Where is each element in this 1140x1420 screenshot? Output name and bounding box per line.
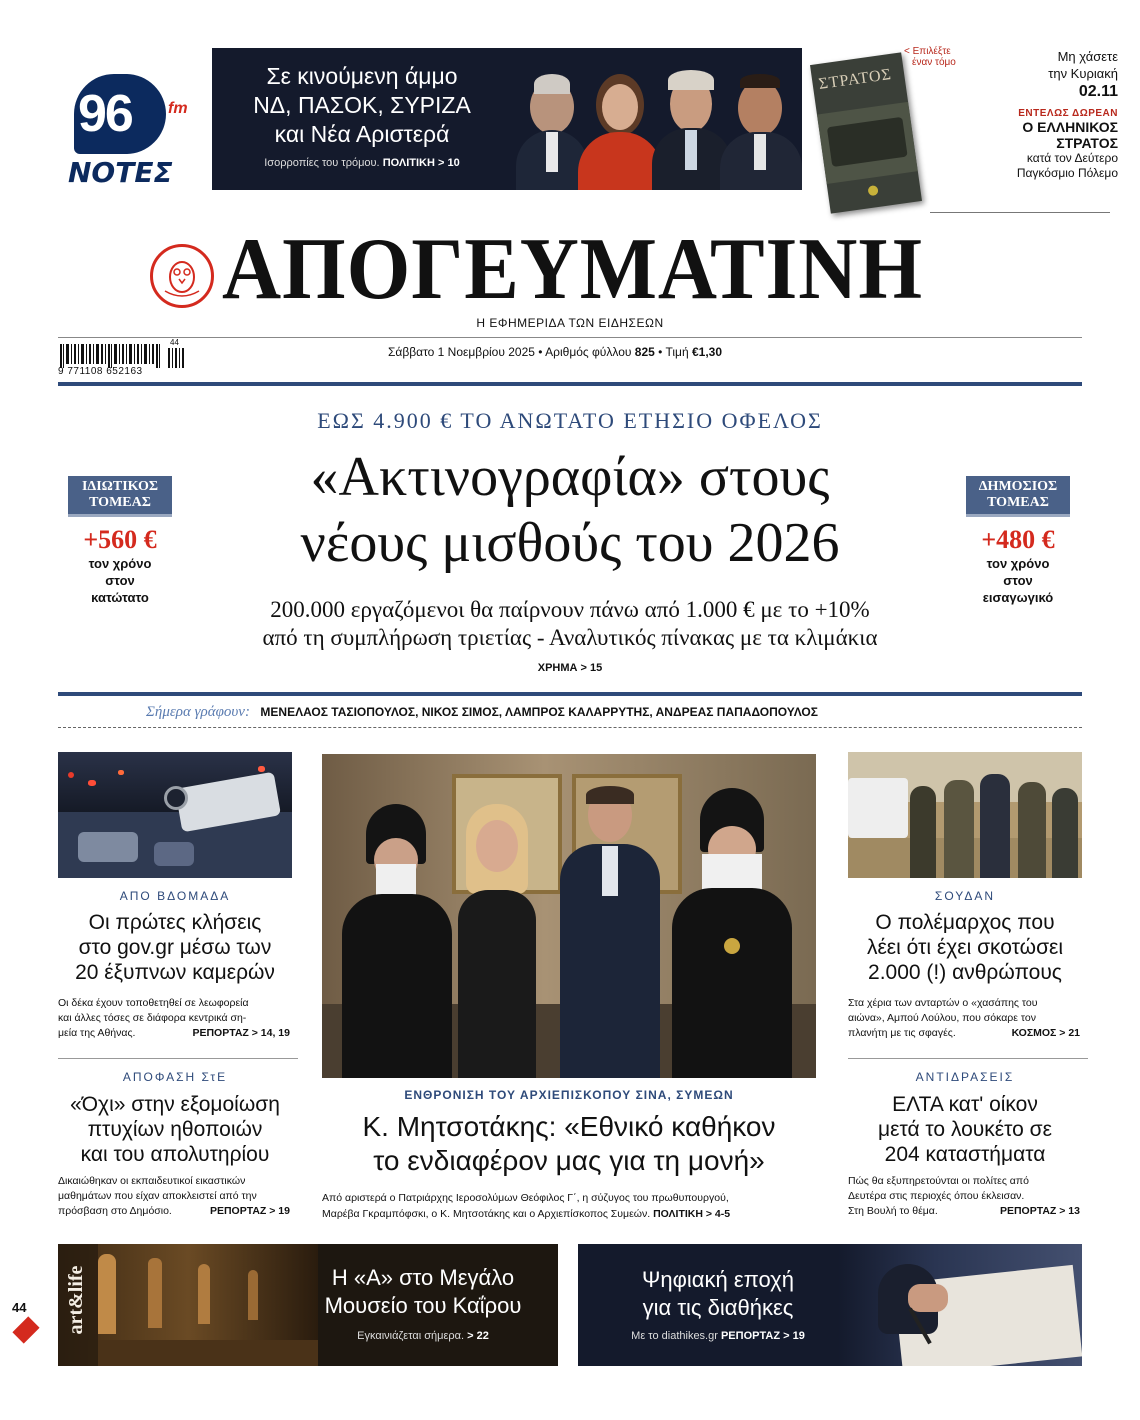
- left2-body-2: μαθημάτων που είχαν αποκλειστεί από την: [58, 1190, 257, 1202]
- book-free: ΕΝΤΕΛΩΣ ΔΩΡΕΑΝ: [1018, 108, 1118, 119]
- book-title-2: ΣΤΡΑΤΟΣ: [1056, 135, 1118, 151]
- lead-kicker: ΕΩΣ 4.900 € ΤΟ ΑΝΩΤΑΤΟ ΕΤΗΣΙΟ ΟΦΕΛΟΣ: [317, 408, 823, 433]
- politician-photo-2: [574, 70, 664, 190]
- barcode-addon: 44: [170, 338, 179, 347]
- left1-headline[interactable]: [58, 910, 292, 985]
- digital-wills-promo[interactable]: [578, 1244, 1082, 1366]
- radio-unit: fm: [168, 100, 188, 117]
- private-sector-l3: κατώτατο: [91, 590, 149, 605]
- price-label: • Τιμή: [658, 345, 689, 359]
- digital-wills-headline-2: για τις διαθήκες: [642, 1295, 794, 1320]
- banner-line3: και Νέα Αριστερά: [274, 121, 450, 147]
- top-divider: [930, 212, 1110, 213]
- center-caption: [322, 1190, 822, 1222]
- center-headline-1: Κ. Μητσοτάκης: «Εθνικό καθήκον: [362, 1111, 776, 1142]
- art-life-promo[interactable]: [58, 1244, 558, 1366]
- masthead-emblem: [150, 244, 214, 308]
- left1-headline-2: στο gov.gr μέσω των: [78, 936, 272, 959]
- private-sector-label-1: ΙΔΙΩΤΙΚΟΣ: [81, 479, 158, 494]
- banner-ref[interactable]: ΠΟΛΙΤΙΚΗ > 10: [382, 157, 460, 169]
- left2-headline[interactable]: [58, 1092, 292, 1167]
- public-sector-label-1: ΔΗΜΟΣΙΟΣ: [978, 479, 1058, 494]
- art-life-sub: Εγκαινιάζεται σήμερα.: [357, 1330, 465, 1342]
- right2-kicker: ΑΝΤΙΔΡΑΣΕΙΣ: [915, 1070, 1015, 1084]
- writers-bottom-rule: [58, 727, 1082, 728]
- private-sector-l2: στον: [105, 573, 135, 588]
- digital-wills-headline-1: Ψηφιακή εποχή: [642, 1267, 794, 1292]
- left2-headline-3: και του απολυτηρίου: [80, 1143, 270, 1166]
- archbishop-figure: [672, 788, 792, 1078]
- barcode: [58, 338, 188, 378]
- issue-number: 825: [634, 345, 655, 359]
- right-col-divider: [848, 1058, 1088, 1059]
- book-desc-1: κατά τον Δεύτερο: [1026, 151, 1118, 165]
- left2-ref[interactable]: ΡΕΠΟΡΤΑΖ > 19: [209, 1205, 290, 1217]
- barcode-number: 9 771108 652163: [58, 366, 143, 377]
- digital-wills-ref[interactable]: ΡΕΠΟΡΤΑΖ > 19: [720, 1330, 805, 1342]
- right2-ref[interactable]: ΡΕΠΟΡΤΑΖ > 13: [999, 1205, 1080, 1217]
- patriarch-figure: [342, 804, 452, 1078]
- public-sector-l1: τον χρόνο: [986, 556, 1050, 571]
- center-caption-2: Μαρέβα Γκραμπόφσκι, ο Κ. Μητσοτάκης και ο Αρχιεπίσκοπος Συμεών.: [322, 1208, 651, 1220]
- right1-ref[interactable]: ΚΟΣΜΟΣ > 21: [1011, 1027, 1080, 1039]
- right1-body-1: Στα χέρια των ανταρτών ο «χασάπης του: [848, 997, 1038, 1009]
- left1-kicker: ΑΠΟ ΒΔΟΜΑΔΑ: [119, 889, 231, 903]
- right2-headline-1: ΕΛΤΑ κατ' οίκον: [892, 1093, 1038, 1116]
- banner-line2: ΝΔ, ΠΑΣΟΚ, ΣΥΡΙΖΑ: [253, 92, 471, 118]
- right1-kicker: ΣΟΥΔΑΝ: [934, 889, 996, 903]
- writers-top-rule: [58, 692, 1082, 696]
- book-promo[interactable]: [810, 46, 1118, 214]
- private-sector-amount: +560 €: [83, 525, 157, 554]
- book-title-1: Ο ΕΛΛΗΝΙΚΟΣ: [1022, 119, 1118, 135]
- book-date: 02.11: [1078, 83, 1118, 100]
- right1-headline-2: λέει ότι έχει σκοτώσει: [866, 936, 1064, 959]
- right1-body: [848, 996, 1088, 1041]
- banner-sub: Ισορροπίες του τρόμου.: [264, 157, 380, 169]
- book-cover-title: ΣΤΡΑΤΟΣ: [817, 65, 893, 94]
- date-line: [388, 345, 722, 359]
- left2-headline-2: πτυχίων ηθοποιών: [87, 1118, 263, 1141]
- masthead-tagline: Η ΕΦΗΜΕΡΙΔΑ ΤΩΝ ΕΙΔΗΣΕΩΝ: [476, 316, 664, 330]
- book-cover: [810, 52, 922, 213]
- left2-headline-1: «Όχι» στην εξομοίωση: [70, 1093, 280, 1116]
- left2-body-1: Δικαιώθηκαν οι εκπαιδευτικοί εικαστικών: [58, 1175, 246, 1187]
- sudan-militia-photo: [848, 752, 1082, 878]
- public-sector-amount: +480 €: [981, 525, 1055, 554]
- left2-body: [58, 1174, 298, 1219]
- digital-wills-sub: Με το diathikes.gr: [631, 1330, 718, 1342]
- book-pick-label: < Επιλέξτε: [904, 46, 951, 57]
- right1-headline-3: 2.000 (!) ανθρώπους: [868, 961, 1062, 984]
- left1-body-2: και άλλες τόσες σε διάφορα κεντρικά ση-: [58, 1012, 247, 1024]
- banner-line1: Σε κινούμενη άμμο: [266, 63, 458, 89]
- right2-body: [848, 1174, 1088, 1219]
- book-dont-miss: Μη χάσετε: [1057, 49, 1118, 64]
- public-sector-l2: στον: [1003, 573, 1033, 588]
- sinai-enthronement-photo: [322, 754, 816, 1078]
- public-sector-label: [966, 476, 1070, 517]
- radio-name: ΝΟΤΕΣ: [68, 156, 173, 189]
- prime-minister-figure: [560, 788, 660, 1078]
- center-kicker: ΕΝΘΡΟΝΙΣΗ ΤΟΥ ΑΡΧΙΕΠΙΣΚΟΠΟΥ ΣΙΝΑ, ΣΥΜΕΩΝ: [404, 1088, 734, 1102]
- radio-frequency: 96: [78, 85, 132, 143]
- lead-sub-2: από τη συμπλήρωση τριετίας - Αναλυτικός πίνακας με τα κλιμάκια: [262, 625, 878, 650]
- left2-body-3: πρόσβαση στο Δημόσιο.: [58, 1205, 172, 1217]
- right2-headline-2: μετά το λουκέτο σε: [878, 1118, 1052, 1141]
- lead-headline-2[interactable]: νέους μισθούς του 2026: [300, 512, 840, 574]
- right2-body-1: Πώς θα εξυπηρετούνται οι πολίτες από: [848, 1175, 1029, 1187]
- lead-ref[interactable]: ΧΡΗΜΑ > 15: [537, 662, 603, 674]
- right1-headline[interactable]: [848, 910, 1082, 985]
- art-life-headline-1: Η «Α» στο Μεγάλο: [331, 1265, 515, 1290]
- left1-ref[interactable]: ΡΕΠΟΡΤΑΖ > 14, 19: [192, 1027, 290, 1039]
- book-desc-2: Παγκόσμιο Πόλεμο: [1016, 166, 1118, 180]
- public-sector-label-2: ΤΟΜΕΑΣ: [987, 495, 1049, 510]
- private-sector-box: [68, 476, 172, 628]
- art-life-label: art&life: [65, 1265, 87, 1335]
- writers-names: ΜΕΝΕΛΑΟΣ ΤΑΣΙΟΠΟΥΛΟΣ, ΝΙΚΟΣ ΣΙΜΟΣ, ΛΑΜΠΡΟΣ ΚΑΛΑΡΡΥΤΗΣ, ΑΝΔΡΕΑΣ ΠΑΠΑΔΟΠΟΥΛΟΣ: [260, 705, 818, 719]
- lead-sub-1: 200.000 εργαζόμενοι θα παίρνουν πάνω από 1.000 € με το +10%: [270, 597, 870, 622]
- red-diamond-icon: [12, 1316, 39, 1343]
- page-number: 44: [12, 1300, 27, 1315]
- masthead-bottom-rule: [58, 382, 1082, 386]
- top-banner[interactable]: [212, 48, 802, 190]
- right2-body-2: Δευτέρα στις περιοχές όπου έκλεισαν.: [848, 1190, 1025, 1202]
- left1-headline-3: 20 έξυπνων καμερών: [75, 961, 275, 984]
- right1-headline-1: Ο πολέμαρχος που: [875, 911, 1055, 934]
- left2-kicker: ΑΠΟΦΑΣΗ ΣτΕ: [122, 1070, 228, 1084]
- traffic-camera-photo: [58, 752, 292, 878]
- art-life-ref[interactable]: > 22: [467, 1330, 489, 1342]
- masthead-rule: [58, 337, 1082, 338]
- center-caption-1: Από αριστερά ο Πατριάρχης Ιεροσολύμων Θεόφιλος Γ΄, η σύζυγος του πρωθυπουργού,: [322, 1192, 729, 1204]
- left-col-divider: [58, 1058, 298, 1059]
- writers-label: Σήμερα γράφουν:: [146, 704, 250, 720]
- art-life-headline-2: Μουσείο του Καΐρου: [324, 1293, 522, 1318]
- center-headline-2: το ενδιαφέρον μας για τη μονή»: [373, 1145, 765, 1176]
- center-headline[interactable]: [312, 1110, 826, 1178]
- politician-photo-4: [720, 70, 802, 190]
- book-sunday: την Κυριακή: [1048, 66, 1118, 81]
- issue-price: €1,30: [691, 345, 722, 359]
- public-sector-box: [966, 476, 1070, 628]
- right2-headline-3: 204 καταστήματα: [884, 1143, 1046, 1166]
- book-pick-label-2: έναν τόμο: [912, 57, 956, 68]
- writers-bar: [146, 703, 1046, 721]
- right1-body-3: πλανήτη με τις σφαγές.: [848, 1027, 956, 1039]
- left1-body: [58, 996, 298, 1041]
- right2-headline[interactable]: [848, 1092, 1082, 1167]
- private-sector-label-2: ΤΟΜΕΑΣ: [89, 495, 151, 510]
- right2-body-3: Στη Βουλή το θέμα.: [848, 1205, 938, 1217]
- private-sector-l1: τον χρόνο: [88, 556, 152, 571]
- public-sector-l3: εισαγωγικό: [982, 590, 1054, 605]
- woman-figure: [452, 804, 542, 1078]
- radio-logo: [68, 66, 198, 196]
- lead-headline-1[interactable]: «Ακτινογραφία» στους: [310, 446, 830, 508]
- center-ref[interactable]: ΠΟΛΙΤΙΚΗ > 4-5: [653, 1208, 731, 1220]
- left1-body-3: μεία της Αθήνας.: [58, 1027, 136, 1039]
- left1-headline-1: Οι πρώτες κλήσεις: [88, 911, 262, 934]
- masthead-title: ΑΠΟΓΕΥΜΑΤΙΝΗ: [222, 221, 923, 318]
- left1-body-1: Οι δέκα έχουν τοποθετηθεί σε λεωφορεία: [58, 997, 249, 1009]
- right1-body-2: αιώνα», Αμπού Λούλου, που σόκαρε τον: [848, 1012, 1036, 1024]
- private-sector-label: [68, 476, 172, 517]
- issue-date: Σάββατο 1 Νοεμβρίου 2025 • Αριθμός φύλλου: [388, 345, 632, 359]
